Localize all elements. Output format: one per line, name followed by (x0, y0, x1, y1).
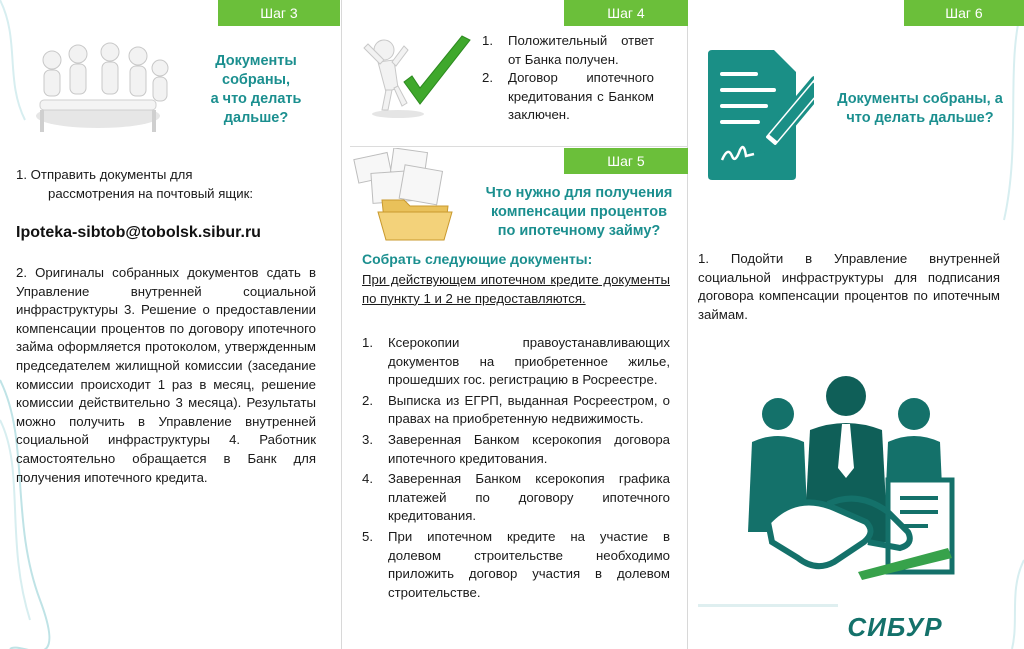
step-6-title-line: что делать дальше? (846, 110, 994, 126)
business-handshake-icon (738, 372, 968, 612)
step-3-item-1-line: 1. Отправить документы для (16, 167, 193, 182)
list-item-text: Положительный ответ от Банка получен. (508, 33, 654, 67)
document-item (362, 470, 670, 526)
step-6-title-line: Документы собраны, а (837, 91, 1003, 107)
steps-4-5-panel (342, 0, 688, 649)
documents-list (362, 334, 670, 602)
step-4-item (482, 32, 654, 69)
list-number: 2. (362, 392, 373, 408)
email-link[interactable]: Ipoteka-sibtob@tobolsk.sibur.ru (16, 224, 261, 241)
step-6-title (824, 90, 1016, 128)
step-3-title-line: а что делать (210, 91, 302, 107)
list-number: 4. (362, 471, 373, 487)
step-6-body: 1. Подойти в Управление внутренней социальной инфраструктуры для подписания договора компенсации процентов по ипотечным займам. (698, 251, 1000, 322)
document-item (362, 392, 670, 429)
step-5-title (474, 184, 684, 241)
step-3-title-line: дальше? (223, 110, 289, 126)
step-4-list (482, 32, 654, 125)
step-3-body: 2. Оригиналы собранных документов сдать в Управление внутренней социальной инфраструктуры 3. Решение о предоставлении компенсации процентов по договору ипотечного займа оформляется протоколом, утвержденным председателем жилищной комиссии (заседание комиссии происходит 1 раз в месяц, решение комиссии действительно 3 месяца). Результаты можно получить в Управление внутренней социальной инфраструктуры 4. Работник самостоятельно обращается в Банк для получения ипотечного кредита. (16, 265, 316, 485)
sibur-logo-stripe (698, 604, 838, 607)
checkmark-person-icon (358, 30, 478, 120)
step-5-badge: Шаг 5 (564, 148, 688, 174)
list-item-text: Заверенная Банком ксерокопия договора ипотечного кредитования. (388, 431, 670, 466)
sibur-logo (840, 612, 950, 642)
step-4-badge: Шаг 4 (564, 0, 688, 26)
list-number: 2. (482, 70, 493, 86)
list-item-text: Договор ипотечного кредитования с Банком заключен. (508, 70, 654, 123)
list-number: 1. (362, 335, 373, 350)
step-6-panel (688, 0, 1024, 649)
document-item (362, 334, 670, 390)
folder-documents-icon (352, 148, 464, 244)
step-5-title-line: по ипотечному займу? (497, 223, 661, 239)
list-item-text: При ипотечном кредите на участие в долевом строительстве необходимо приложить договор участия в долевом строительстве. (388, 528, 670, 600)
step-3-item-1-line: рассмотрения на почтовый ящик: (48, 185, 253, 201)
document-item (362, 528, 670, 602)
step-6-badge: Шаг 6 (904, 0, 1024, 26)
list-item-text: Выписка из ЕГРП, выданная Росреестром, о правах на приобретенную недвижимость. (388, 392, 670, 427)
meeting-people-icon (18, 38, 178, 138)
step-5-title-line: Что нужно для получения (485, 185, 673, 201)
step-3-title-line: собраны, (222, 72, 290, 88)
step-5-divider-line (350, 146, 688, 147)
collect-docs-subtitle: Собрать следующие документы: (362, 251, 593, 267)
existing-credit-note: При действующем ипотечном кредите документы по пункту 1 и 2 не предоставляются. (362, 272, 670, 306)
sibur-logo-text: СИБУР (847, 612, 943, 642)
step-3-title (196, 52, 316, 128)
step-3-item-1 (16, 166, 316, 203)
list-number: 5. (362, 528, 373, 544)
step-3-panel (0, 0, 340, 649)
step-3-badge: Шаг 3 (218, 0, 340, 26)
document-item (362, 431, 670, 468)
list-item-text: Заверенная Банком ксерокопия графика платежей по договору ипотечного кредитования. (388, 471, 670, 524)
step-3-title-line: Документы (215, 53, 297, 69)
step-4-item (482, 69, 654, 125)
list-number: 1. (482, 33, 493, 48)
list-number: 3. (362, 431, 373, 447)
list-item-text: Ксерокопии правоустанавливающих документов на приобретенное жилье, прошедших гос. регистрацию в Росреестре. (388, 335, 670, 388)
step-5-title-line: компенсации процентов (490, 204, 667, 220)
signed-document-icon (704, 48, 814, 184)
